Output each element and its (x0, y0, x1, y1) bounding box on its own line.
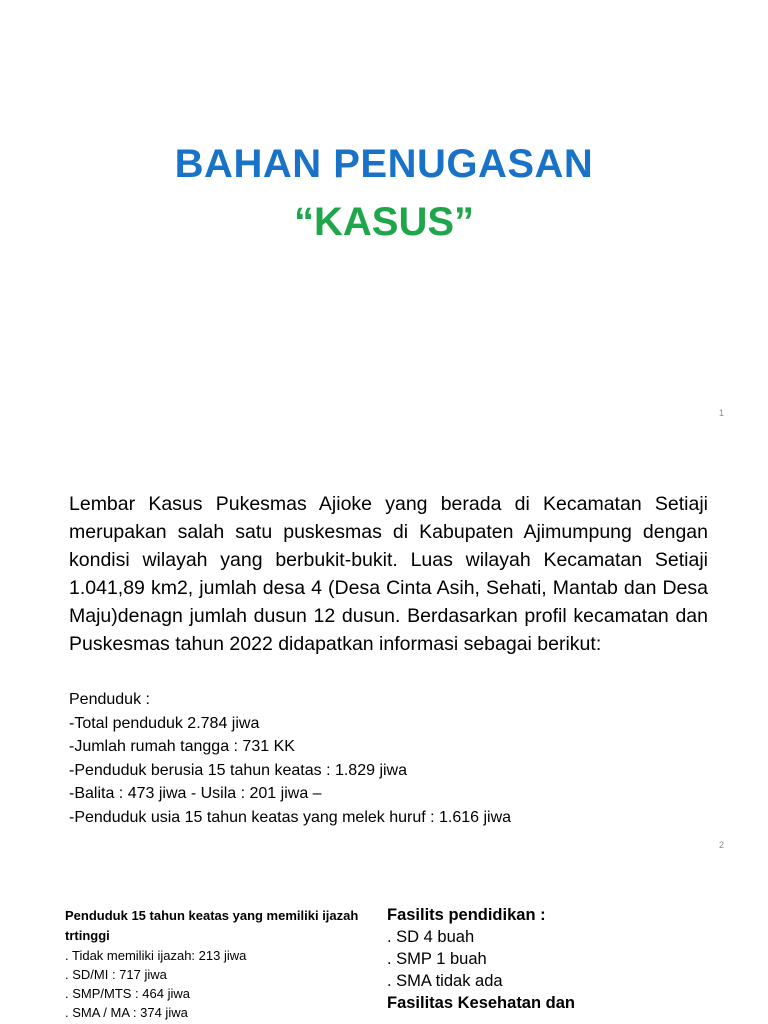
slide-2 (0, 432, 768, 862)
education-level-block (65, 906, 365, 1022)
health-facilities-heading: Fasilitas Kesehatan dan (387, 994, 575, 1012)
list-item: . SD/MI : 717 jiwa (65, 967, 167, 982)
population-heading: Penduduk : (69, 691, 150, 708)
subtitle-kasus: “KASUS” (293, 200, 475, 244)
facilities-block (387, 904, 717, 1014)
slide-1 (0, 0, 768, 430)
list-item: . SMA tidak ada (387, 972, 503, 990)
education-heading: Penduduk 15 tahun keatas yang memiliki ijazah trtinggi (65, 908, 359, 943)
list-item: -Jumlah rumah tangga : 731 KK (69, 738, 295, 755)
list-item: . SMP/MTS : 464 jiwa (65, 986, 190, 1001)
list-item: -Balita : 473 jiwa - Usila : 201 jiwa – (69, 785, 322, 802)
list-item: -Penduduk berusia 15 tahun keatas : 1.829 jiwa (69, 761, 408, 779)
list-item: . SMA / MA : 374 jiwa (65, 1005, 188, 1020)
facilities-heading: Fasilits pendidikan : (387, 906, 546, 924)
list-item: . Tidak memiliki ijazah: 213 jiwa (65, 948, 247, 963)
list-item: . SMP 1 buah (387, 950, 487, 968)
page-number: 2 (718, 840, 724, 850)
list-item: . SD 4 buah (387, 928, 475, 946)
slide-3 (0, 864, 768, 1024)
list-item: -Penduduk usia 15 tahun keatas yang melek huruf : 1.616 jiwa (69, 808, 512, 826)
list-item: -Total penduduk 2.784 jiwa (69, 714, 260, 732)
page-number: 1 (718, 408, 724, 418)
title-bahan-penugasan: BAHAN PENUGASAN (174, 142, 594, 186)
case-paragraph: Lembar Kasus Pukesmas Ajioke yang berada di Kecamatan Setiaji merupakan salah satu puskesmas di Kabupaten Ajimumpung dengan kondisi wilayah yang berbukit-bukit. Luas wilayah Kecamatan Setiaji 1.041,89 km2, jumlah desa 4 (Desa Cinta Asih, Sehati, Mantab dan Desa Maju)denagn jumlah dusun 12 dusun. Berdasarkan profil kecamatan dan Puskesmas tahun 2022 didapatkan informasi sebagai berikut: (69, 493, 708, 655)
population-list (69, 688, 511, 829)
